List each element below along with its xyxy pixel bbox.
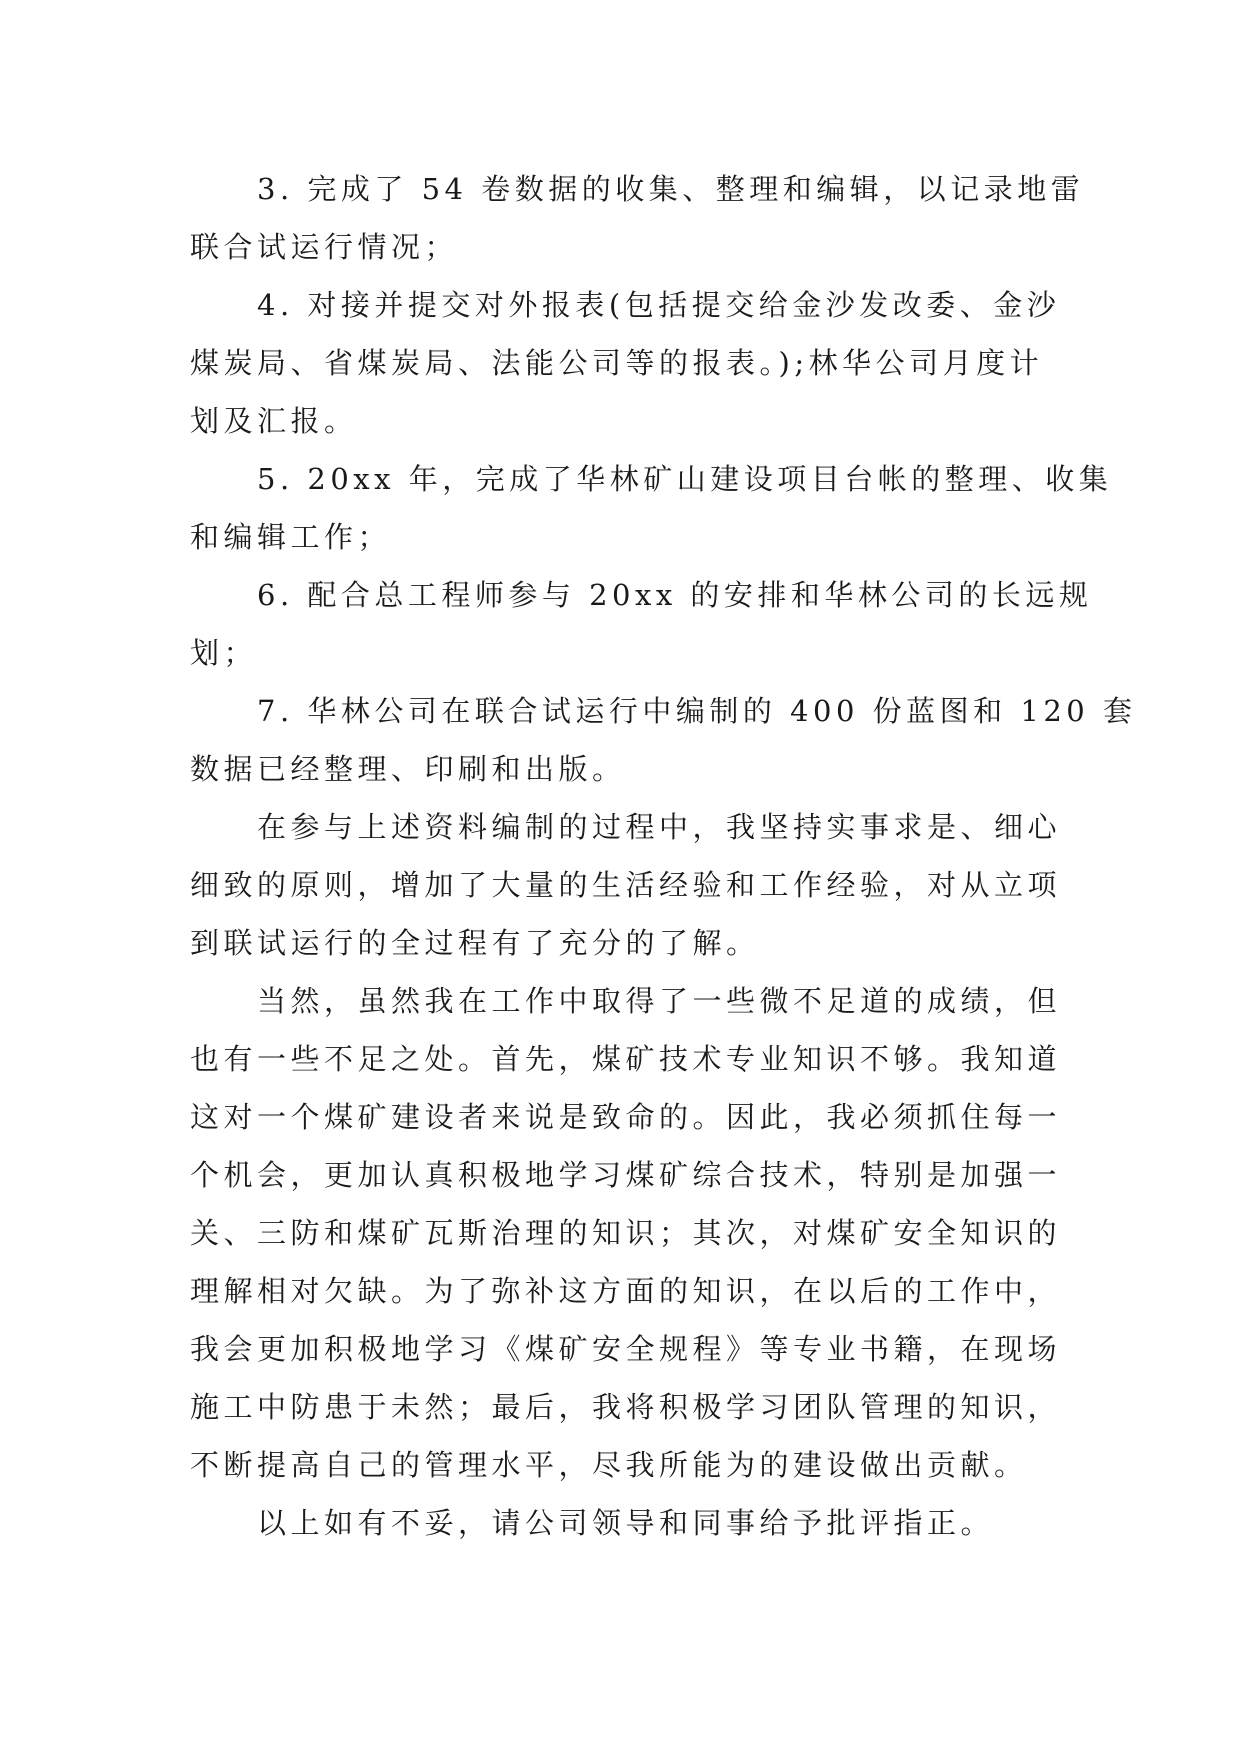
paragraph-shortcomings xyxy=(190,972,1062,1494)
text-line: 7. 华林公司在联合试运行中编制的 400 份蓝图和 120 套 xyxy=(257,694,1137,728)
text-line: 理解相对欠缺。为了弥补这方面的知识，在以后的工作中， xyxy=(190,1274,1062,1308)
text-line: 个机会，更加认真积极地学习煤矿综合技术，特别是加强一 xyxy=(190,1158,1062,1192)
text-line: 施工中防患于未然；最后，我将积极学习团队管理的知识， xyxy=(190,1390,1062,1424)
text-line: 到联试运行的全过程有了充分的了解。 xyxy=(190,926,760,960)
text-line: 3. 完成了 54 卷数据的收集、整理和编辑，以记录地雷 xyxy=(257,172,1085,206)
paragraph-item-7 xyxy=(190,682,1137,798)
text-line: 细致的原则，增加了大量的生活经验和工作经验，对从立项 xyxy=(190,868,1062,902)
text-line: 联合试运行情况； xyxy=(190,230,459,264)
text-line: 煤炭局、省煤炭局、法能公司等的报表。);林华公司月度计 xyxy=(190,346,1044,380)
text-line: 我会更加积极地学习《煤矿安全规程》等专业书籍，在现场 xyxy=(190,1332,1062,1366)
text-line: 也有一些不足之处。首先，煤矿技术专业知识不够。我知道 xyxy=(190,1042,1062,1076)
text-line: 不断提高自己的管理水平，尽我所能为的建设做出贡献。 xyxy=(190,1448,1028,1482)
text-line: 5. 20xx 年，完成了华林矿山建设项目台帐的整理、收集 xyxy=(257,462,1113,496)
text-line: 6. 配合总工程师参与 20xx 的安排和华林公司的长远规 xyxy=(257,578,1093,612)
paragraph-item-6 xyxy=(190,566,1093,682)
text-line: 划； xyxy=(190,636,258,670)
text-line: 当然，虽然我在工作中取得了一些微不足道的成绩，但 xyxy=(257,984,1062,1018)
paragraph-item-4 xyxy=(190,276,1061,450)
text-line: 划及汇报。 xyxy=(190,404,358,438)
text-line: 在参与上述资料编制的过程中，我坚持实事求是、细心 xyxy=(257,810,1062,844)
paragraph-closing xyxy=(190,1494,1050,1552)
text-line: 和编辑工作； xyxy=(190,520,392,554)
paragraph-item-3 xyxy=(190,160,1085,276)
paragraph-item-5 xyxy=(190,450,1113,566)
paragraph-summary xyxy=(190,798,1062,972)
text-line: 4. 对接并提交对外报表(包括提交给金沙发改委、金沙 xyxy=(257,288,1061,322)
document-body xyxy=(190,160,1137,1552)
text-line: 关、三防和煤矿瓦斯治理的知识；其次，对煤矿安全知识的 xyxy=(190,1216,1062,1250)
text-line: 数据已经整理、印刷和出版。 xyxy=(190,752,626,786)
text-line: 以上如有不妥，请公司领导和同事给予批评指正。 xyxy=(257,1506,995,1540)
text-line: 这对一个煤矿建设者来说是致命的。因此，我必须抓住每一 xyxy=(190,1100,1062,1134)
